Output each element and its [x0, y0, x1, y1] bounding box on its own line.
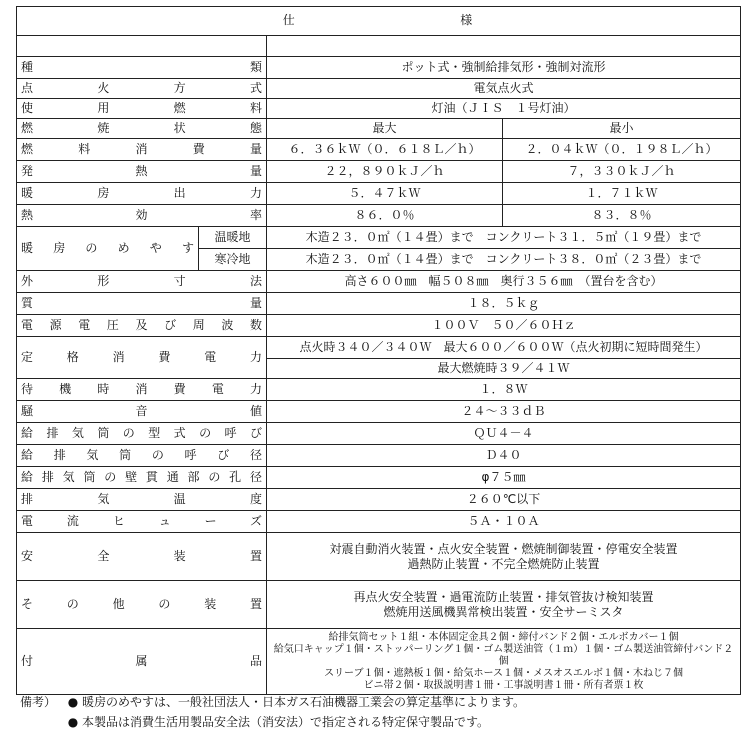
heat-output-min: ７，３３０ｋＪ／ｈ — [503, 161, 741, 183]
table-row — [17, 119, 741, 139]
table-row — [17, 99, 741, 119]
table-row — [17, 533, 741, 581]
row-value-exhaust-temp: ２６０℃以下 — [267, 489, 741, 511]
bullet-icon: ● — [67, 695, 79, 709]
efficiency-max: ８６．０％ — [267, 205, 503, 227]
heating-area-warm-value: 木造２３．０㎡（１４畳）まで コンクリート３１．５㎡（１９畳）まで — [267, 227, 741, 249]
spec-table — [16, 6, 741, 695]
table-row — [17, 79, 741, 99]
row-label-fuel-consumption: 燃料消費量 — [17, 139, 267, 161]
note-row-2 — [20, 712, 740, 732]
row-value-power-supply: １００Ｖ ５０／６０Ｈｚ — [267, 315, 741, 337]
row-label-safety: 安全装置 — [17, 533, 267, 581]
efficiency-min: ８３．８％ — [503, 205, 741, 227]
table-row — [17, 139, 741, 161]
row-label-heating-output: 暖房出力 — [17, 183, 267, 205]
row-label-wall-hole: 給排気筒の壁貫通部の孔径 — [17, 467, 267, 489]
row-label-combustion: 燃焼状態 — [17, 119, 267, 139]
row-label-dimensions: 外形寸法 — [17, 271, 267, 293]
row-value-fuel: 灯油（ＪＩＳ １号灯油） — [267, 99, 741, 119]
row-label-accessories: 付属品 — [17, 629, 267, 695]
note-2-text: 本製品は消費生活用製品安全法（消安法）で指定される特定保守製品です。 — [82, 715, 490, 729]
table-row — [17, 423, 741, 445]
table-row — [17, 161, 741, 183]
row-label-efficiency: 熱効率 — [17, 205, 267, 227]
row-label-ignition: 点火方式 — [17, 79, 267, 99]
title-char-1: 仕 — [282, 13, 297, 28]
row-value-fuse: ５Ａ・１０Ａ — [267, 511, 741, 533]
heating-area-warm-label: 温暖地 — [199, 227, 267, 249]
row-value-accessories — [267, 629, 741, 695]
heat-output-max: ２２，８９０ｋＪ／ｈ — [267, 161, 503, 183]
row-value-other — [267, 581, 741, 629]
row-label-fuse: 電流ヒューズ — [17, 511, 267, 533]
table-row — [17, 293, 741, 315]
title-char-2: 様 — [460, 13, 475, 28]
table-row — [17, 315, 741, 337]
table-row — [17, 401, 741, 423]
fuel-consumption-min: ２．０４ｋＷ（０．１９８Ｌ／ｈ） — [503, 139, 741, 161]
heating-output-min: １．７１ｋＷ — [503, 183, 741, 205]
row-label-heat-output: 発熱量 — [17, 161, 267, 183]
table-row — [17, 629, 741, 695]
row-label-weight: 質量 — [17, 293, 267, 315]
heating-output-max: ５．４７ｋＷ — [267, 183, 503, 205]
row-value-type: ポット式・強制給排気形・強制対流形 — [267, 57, 741, 79]
col-header-min: 最小 — [503, 119, 741, 139]
fuel-consumption-max: ６．３６ｋＷ（０．６１８Ｌ／ｈ） — [267, 139, 503, 161]
row-value-safety — [267, 533, 741, 581]
table-row — [17, 445, 741, 467]
other-line1: 再点火安全装置・過電流防止装置・排気管抜け検知装置 — [353, 590, 654, 605]
row-label-other: その他の装置 — [17, 581, 267, 629]
row-value-standby-power: １．８Ｗ — [267, 379, 741, 401]
row-label-exhaust-temp: 排気温度 — [17, 489, 267, 511]
note-1-text: 暖房のめやすは、一般社団法人・日本ガス石油機器工業会の算定基準によります。 — [82, 695, 526, 709]
accessories-line3: スリーブ１個・遮熱板１個・給気ホース１個・メスオスエルボ１個・木ねじ７個 — [324, 667, 683, 679]
row-label-standby-power: 待機時消費電力 — [17, 379, 267, 401]
safety-line2: 過熱防止装置・不完全燃焼防止装置 — [407, 556, 600, 571]
row-value-vent-model: ＱＵ４－４ — [267, 423, 741, 445]
safety-line1: 対震自動消火装置・点火安全装置・燃焼制御装置・停電安全装置 — [329, 542, 678, 557]
other-line2: 燃焼用送風機異常検出装置・安全サーミスタ — [383, 604, 624, 619]
row-label-power-supply: 電源電圧及び周波数 — [17, 315, 267, 337]
table-row — [17, 271, 741, 293]
row-label-vent-model: 給排気筒の型式の呼び — [17, 423, 267, 445]
table-row — [17, 511, 741, 533]
bullet-icon: ● — [67, 715, 79, 729]
row-value-vent-diameter: Ｄ４０ — [267, 445, 741, 467]
spec-title — [17, 7, 741, 36]
row-value-dimensions: 高さ６００㎜ 幅５０８㎜ 奥行３５６㎜ （置台を含む） — [267, 271, 741, 293]
heating-area-cold-label: 寒冷地 — [199, 249, 267, 271]
title-row — [17, 7, 741, 36]
table-row — [17, 581, 741, 629]
accessories-line4: ビニ帯２個・取扱説明書１冊・工事説明書１冊・所有者票１枚 — [363, 679, 644, 691]
row-label-vent-diameter: 給排気筒の呼び径 — [17, 445, 267, 467]
row-value-wall-hole: φ７５㎜ — [267, 467, 741, 489]
note-row-1 — [20, 692, 740, 712]
row-label-fuel: 使用燃料 — [17, 99, 267, 119]
row-label-rated-power: 定格消費電力 — [17, 337, 267, 379]
table-row — [17, 467, 741, 489]
col-header-max: 最大 — [267, 119, 503, 139]
row-label-type: 種類 — [17, 57, 267, 79]
accessories-line2: 給気口キャップ１個・ストッパーリング１個・ゴム製送油管（１ｍ）１個・ゴム製送油管締付バンド２個 — [273, 643, 734, 667]
row-value-noise: ２４～３３ｄＢ — [267, 401, 741, 423]
row-value-weight: １８．５ｋｇ — [267, 293, 741, 315]
table-row — [17, 489, 741, 511]
table-row — [17, 379, 741, 401]
table-row — [17, 183, 741, 205]
notes-prefix: 備考） — [20, 695, 57, 709]
notes — [20, 692, 740, 732]
table-row — [17, 57, 741, 79]
rated-power-line1: 点火時３４０／３４０Ｗ 最大６００／６００Ｗ（点火初期に短時間発生） — [267, 337, 741, 359]
row-value-ignition: 電気点火式 — [267, 79, 741, 99]
accessories-line1: 給排気筒セット１組・本体固定金具２個・締付バンド２個・エルボカバー１個 — [328, 631, 679, 643]
heating-area-cold-value: 木造２３．０㎡（１４畳）まで コンクリート３８．０㎡（２３畳）まで — [267, 249, 741, 271]
table-row — [17, 337, 741, 359]
rated-power-line2: 最大燃焼時３９／４１Ｗ — [267, 359, 741, 379]
table-row — [17, 205, 741, 227]
table-row — [17, 227, 741, 249]
row-label-heating-area: 暖房のめやす — [17, 227, 199, 271]
spacer-row — [17, 36, 741, 57]
row-label-noise: 騒音値 — [17, 401, 267, 423]
